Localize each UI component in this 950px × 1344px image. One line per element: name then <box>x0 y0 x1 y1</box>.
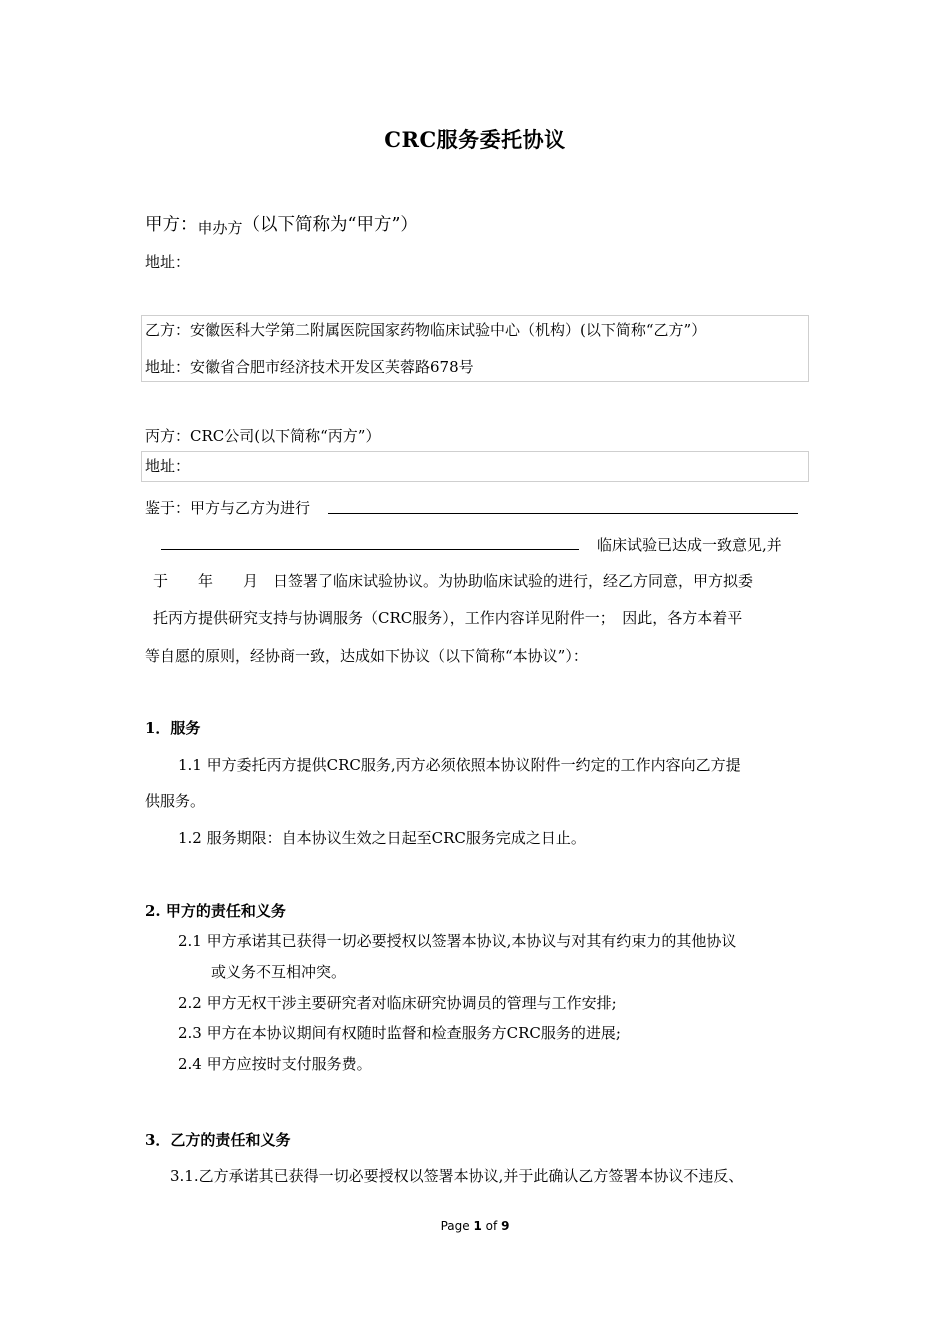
clause-2-2: 2.2 甲方无权干涉主要研究者对临床研究协调员的管理与工作安排; <box>178 994 617 1012</box>
party-c-address: 地址： <box>145 457 191 475</box>
page-current: 1 <box>473 1219 482 1233</box>
party-a-name: 申办方 <box>197 219 243 237</box>
recital-start: 鉴于：甲方与乙方为进行 <box>145 499 311 517</box>
page-word: Page <box>440 1219 470 1233</box>
page-of-word: of <box>485 1219 498 1233</box>
blank-underline <box>328 513 798 514</box>
recital-line3: 于 年 月 日签署了临床试验协议。为协助临床试验的进行，经乙方同意，甲方拟委 <box>153 572 754 590</box>
clause-2-3: 2.3 甲方在本协议期间有权随时监督和检查服务方CRC服务的进展; <box>178 1024 621 1042</box>
recital-line5: 等自愿的原则，经协商一致，达成如下协议（以下简称“本协议”）： <box>145 647 588 665</box>
section-2-heading: 2. 甲方的责任和义务 <box>145 902 286 920</box>
clause-1-1: 1.1 甲方委托丙方提供CRC服务,丙方必须依照本协议附件一约定的工作内容向乙方提 <box>178 756 741 774</box>
party-a-line <box>145 211 418 236</box>
blank-underline <box>161 549 579 550</box>
clause-2-1-cont: 或义务不互相冲突。 <box>211 963 347 981</box>
party-a-address: 地址： <box>145 253 191 271</box>
party-b-line: 乙方：安徽医科大学第二附属医院国家药物临床试验中心（机构）(以下简称“乙方”） <box>145 321 707 339</box>
party-c-line: 丙方：CRC公司(以下简称“丙方”） <box>145 427 381 445</box>
party-c-address-box <box>141 451 809 482</box>
page-total: 9 <box>501 1219 510 1233</box>
party-a-label: 甲方： <box>145 215 198 235</box>
clause-2-1: 2.1 甲方承诺其已获得一切必要授权以签署本协议,本协议与对其有约束力的其他协议 <box>178 932 737 950</box>
page-footer <box>0 1219 950 1233</box>
clause-2-4: 2.4 甲方应按时支付服务费。 <box>178 1055 372 1073</box>
party-a-abbr: （以下简称为“甲方”） <box>242 215 418 235</box>
clause-3-1: 3.1.乙方承诺其已获得一切必要授权以签署本协议,并于此确认乙方签署本协议不违反、 <box>170 1167 744 1185</box>
recital-line2: 临床试验已达成一致意见,并 <box>597 536 782 554</box>
section-1-heading: 1．服务 <box>145 719 201 737</box>
recital-line4: 托丙方提供研究支持与协调服务（CRC服务），工作内容详见附件一； 因此，各方本着平 <box>153 609 743 627</box>
clause-1-2: 1.2 服务期限：自本协议生效之日起至CRC服务完成之日止。 <box>178 829 586 847</box>
document-title: CRC服务委托协议 <box>384 127 566 152</box>
section-3-heading: 3．乙方的责任和义务 <box>145 1131 291 1149</box>
clause-1-1-cont: 供服务。 <box>145 792 206 810</box>
party-b-address: 地址：安徽省合肥市经济技术开发区芙蓉路678号 <box>145 358 474 376</box>
